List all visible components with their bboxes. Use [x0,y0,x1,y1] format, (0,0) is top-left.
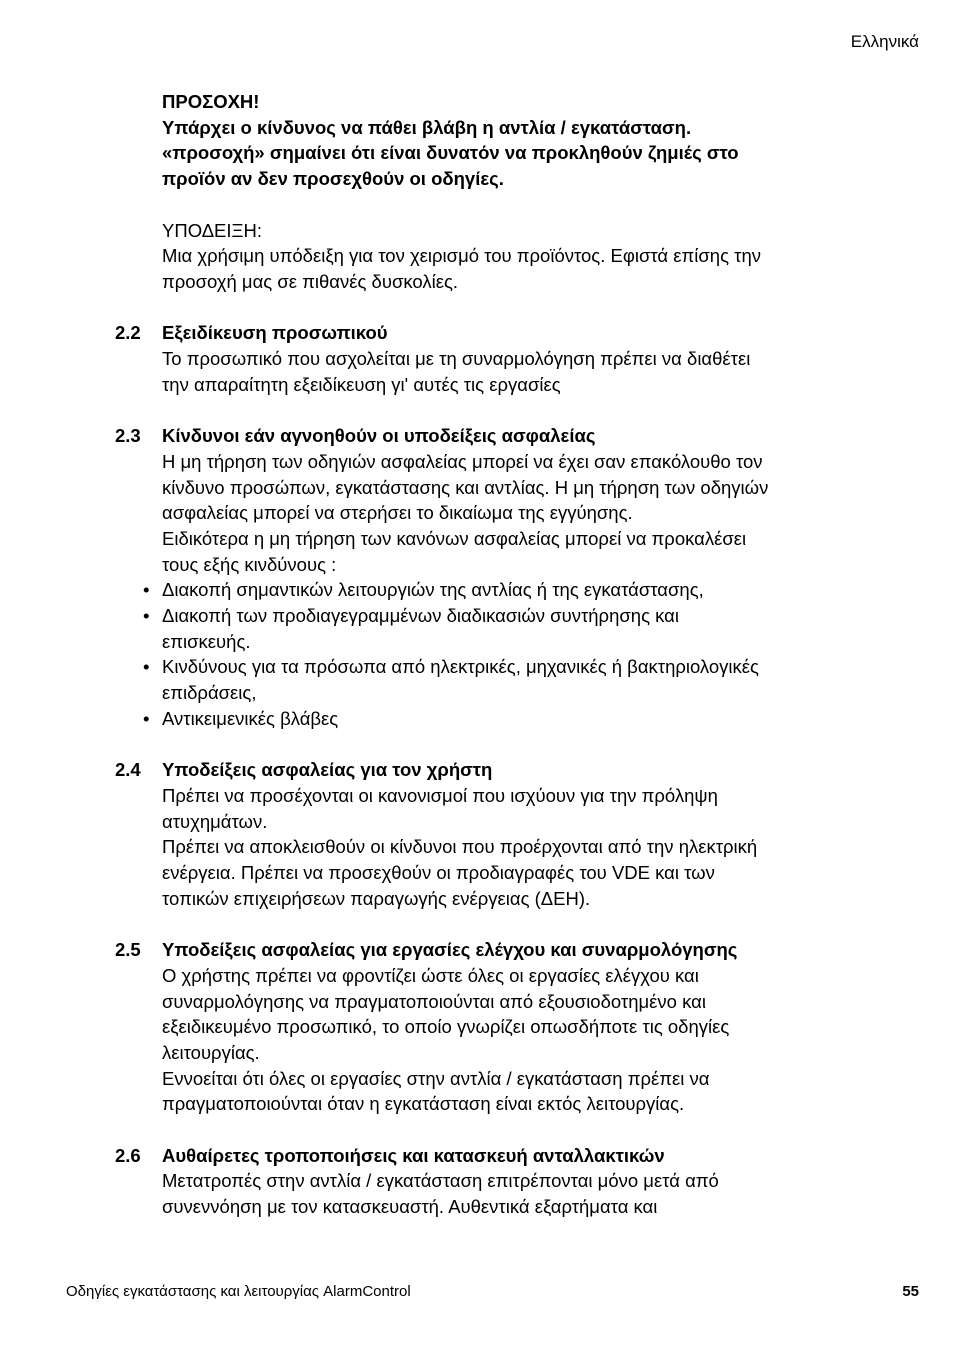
section-text-line: Πρέπει να αποκλεισθούν οι κίνδυνοι που προέρχονται από την ηλεκτρική [162,836,758,858]
list-item-text: Διακοπή των προδιαγεγραμμένων διαδικασιών συντήρησης και [162,605,679,627]
section-text-line: τοπικών επιχειρήσεων παραγωγής ενέργειας (ΔΕΗ). [162,887,591,909]
spacer [0,732,954,758]
section-title: Υποδείξεις ασφαλείας για τον χρήστη [162,759,493,781]
section-number: 2.6 [115,1144,141,1166]
list-item [143,654,842,705]
bullet-icon: • [143,605,150,627]
section-text-line: λειτουργίας. [162,1041,260,1063]
page-header-language: Ελληνικά [850,32,919,51]
warning-title: ΠΡΟΣΟΧΗ! [162,91,260,112]
footer-document-title: Οδηγίες εγκατάστασης και λειτουργίας AlarmControl [66,1283,411,1300]
warning-block [0,89,954,192]
list-item-text: Διακοπή σημαντικών λειτουργιών της αντλίας ή της εγκατάστασης, [162,579,704,601]
section-2-6 [0,1143,954,1220]
list-item [143,577,842,603]
warning-text-line: «προσοχή» σημαίνει ότι είναι δυνατόν να προκληθούν ζημιές στο [162,142,739,164]
section-title: Κίνδυνοι εάν αγνοηθούν οι υποδείξεις ασφαλείας [162,425,596,447]
note-title: ΥΠΟΔΕΙΞΗ: [162,219,263,241]
section-heading [115,423,862,449]
section-text-line: την απαραίτητη εξειδίκευση γι' αυτές τις εργασίες [162,373,561,395]
spacer [0,192,954,218]
section-2-4 [0,757,954,911]
section-text-line: εξειδικευμένο προσωπικό, το οποίο γνωρίζει οπωσδήποτε τις οδηγίες [162,1016,730,1038]
list-item-text: Κινδύνους για τα πρόσωπα από ηλεκτρικές, μηχανικές ή βακτηριολογικές [162,656,759,678]
list-item [143,706,842,732]
list-item [143,603,842,654]
section-text-line: ατυχημάτων. [162,810,268,832]
section-heading [115,937,862,963]
section-text-line: ενέργεια. Πρέπει να προσεχθούν οι προδιαγραφές του VDE και των [162,862,715,884]
section-text-line: Πρέπει να προσέχονται οι κανονισμοί που ισχύουν για την πρόληψη [162,784,718,806]
warning-text-line: Υπάρχει ο κίνδυνος να πάθει βλάβη η αντλία / εγκατάσταση. [162,116,692,138]
section-text-line: Η μη τήρηση των οδηγιών ασφαλείας μπορεί να έχει σαν επακόλουθο τον [162,450,763,472]
section-text-line: ασφαλείας μπορεί να στερήσει το δικαίωμα της εγγύησης. [162,502,633,524]
list-item-text: επιδράσεις, [162,682,257,704]
bullet-icon: • [143,707,150,729]
list-item-text: Αντικειμενικές βλάβες [162,707,339,729]
bullet-icon: • [143,656,150,678]
spacer [0,1117,954,1143]
section-2-3 [0,423,954,731]
section-heading [115,757,862,783]
section-text-line: Μετατροπές στην αντλία / εγκατάσταση επιτρέπονται μόνο μετά από [162,1170,719,1192]
section-title: Αυθαίρετες τροποποιήσεις και κατασκευή ανταλλακτικών [162,1144,665,1166]
spacer [0,295,954,321]
page-content [0,89,954,1220]
section-text-line: Το προσωπικό που ασχολείται με τη συναρμολόγηση πρέπει να διαθέτει [162,348,751,369]
note-text-line: προσοχή μας σε πιθανές δυσκολίες. [162,270,459,292]
note-block [0,218,954,295]
section-number: 2.5 [115,939,141,961]
footer-page-number: 55 [902,1283,919,1300]
list-item-text: επισκευής. [162,630,251,652]
spacer [0,911,954,937]
section-text-line: πραγματοποιούνται όταν η εγκατάσταση είναι εκτός λειτουργίας. [162,1093,685,1115]
section-heading [115,1143,862,1169]
section-text-line: Ειδικότερα η μη τήρηση των κανόνων ασφαλείας μπορεί να προκαλέσει [162,527,747,549]
section-text-line: τους εξής κινδύνους : [162,553,337,575]
section-text-line: Ο χρήστης πρέπει να φροντίζει ώστε όλες οι εργασίες ελέγχου και [162,964,699,986]
section-number: 2.4 [115,759,141,781]
section-text-line: κίνδυνο προσώπων, εγκατάστασης και αντλίας. Η μη τήρηση των οδηγιών [162,476,769,498]
section-number: 2.3 [115,425,141,447]
section-2-2 [0,320,954,397]
warning-text-line: προϊόν αν δεν προσεχθούν οι οδηγίες. [162,168,504,190]
section-text-line: συναρμολόγησης να πραγματοποιούνται από εξουσιοδοτημένο και [162,990,706,1012]
section-text-line: συνεννόηση με τον κατασκευαστή. Αυθεντικά εξαρτήματα και [162,1196,658,1218]
section-title: Εξειδίκευση προσωπικού [162,322,388,344]
section-text-line: Εννοείται ότι όλες οι εργασίες στην αντλία / εγκατάσταση πρέπει να [162,1067,710,1089]
section-2-5 [0,937,954,1117]
spacer [0,397,954,423]
section-number: 2.2 [115,322,141,344]
section-heading [115,320,862,346]
section-title: Υποδείξεις ασφαλείας για εργασίες ελέγχου και συναρμολόγησης [162,939,738,961]
note-text-line: Μια χρήσιμη υπόδειξη για τον χειρισμό του προϊόντος. Εφιστά επίσης την [162,245,761,267]
bullet-icon: • [143,579,150,601]
